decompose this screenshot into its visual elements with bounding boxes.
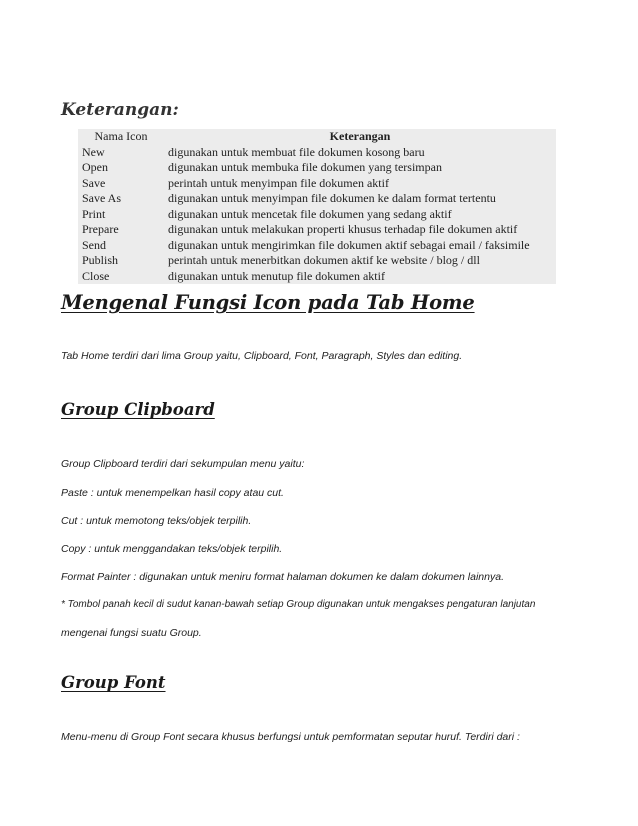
table-row: [78, 207, 556, 223]
icon-table-container: [78, 129, 556, 284]
table-row: [78, 269, 556, 285]
icon-name-cell: Save As: [82, 191, 121, 205]
icon-description-cell: digunakan untuk menutup file dokumen aktif: [168, 268, 385, 283]
tab-home-heading: Mengenal Fungsi Icon pada Tab Home: [61, 291, 475, 314]
table-row: [78, 176, 556, 192]
group-font-heading: Group Font: [61, 673, 166, 692]
icon-name-cell: Open: [82, 160, 108, 174]
table-row: [78, 160, 556, 176]
table-row: [78, 238, 556, 254]
table-row: [78, 191, 556, 207]
icon-description-cell: digunakan untuk membuka file dokumen yang tersimpan: [168, 160, 442, 174]
icon-name-cell: Save: [82, 175, 106, 190]
icon-name-cell: Prepare: [82, 222, 119, 236]
table-row: [78, 222, 556, 238]
group-note-line1: * Tombol panah kecil di sudut kanan-bawah setiap Group digunakan untuk mengakses pengaturan lanjutan: [61, 599, 536, 610]
tab-home-intro: Tab Home terdiri dari lima Group yaitu, Clipboard, Font, Paragraph, Styles dan editing.: [61, 350, 463, 362]
header-keterangan: Keterangan: [329, 129, 391, 143]
format-painter-description: Format Painter : digunakan untuk meniru format halaman dokumen ke dalam dokumen lainnya.: [61, 571, 504, 583]
icon-description-cell: perintah untuk menerbitkan dokumen aktif ke website / blog / dll: [168, 253, 480, 267]
paste-description: Paste : untuk menempelkan hasil copy atau cut.: [61, 487, 284, 499]
icon-name-cell: Close: [82, 268, 110, 283]
header-nama-icon: Nama Icon: [94, 129, 148, 143]
icon-description-cell: digunakan untuk mengirimkan file dokumen aktif sebagai email / faksimile: [168, 237, 530, 252]
group-note-line2: mengenai fungsi suatu Group.: [61, 627, 202, 639]
icon-name-cell: New: [82, 144, 105, 159]
icon-description-cell: digunakan untuk menyimpan file dokumen ke dalam format tertentu: [168, 191, 496, 205]
icon-name-cell: Publish: [82, 253, 119, 267]
icon-description-cell: digunakan untuk melakukan properti khusus terhadap file dokumen aktif: [168, 222, 518, 236]
icon-description-cell: perintah untuk menyimpan file dokumen aktif: [168, 175, 389, 190]
table-row: [78, 145, 556, 161]
table-header-row: [78, 129, 556, 145]
keterangan-heading: Keterangan:: [61, 100, 179, 120]
font-intro: Menu-menu di Group Font secara khusus berfungsi untuk pemformatan seputar huruf. Terdiri dari :: [61, 731, 520, 743]
icon-name-cell: Print: [82, 206, 106, 221]
icon-name-cell: Send: [82, 237, 106, 252]
icon-description-cell: digunakan untuk mencetak file dokumen yang sedang aktif: [168, 206, 452, 221]
icon-description-table: [78, 129, 556, 284]
cut-description: Cut : untuk memotong teks/objek terpilih.: [61, 515, 252, 527]
clipboard-intro: Group Clipboard terdiri dari sekumpulan menu yaitu:: [61, 458, 305, 470]
copy-description: Copy : untuk menggandakan teks/objek terpilih.: [61, 543, 283, 555]
icon-description-cell: digunakan untuk membuat file dokumen kosong baru: [168, 144, 425, 159]
group-clipboard-heading: Group Clipboard: [61, 400, 215, 419]
table-row: [78, 253, 556, 269]
